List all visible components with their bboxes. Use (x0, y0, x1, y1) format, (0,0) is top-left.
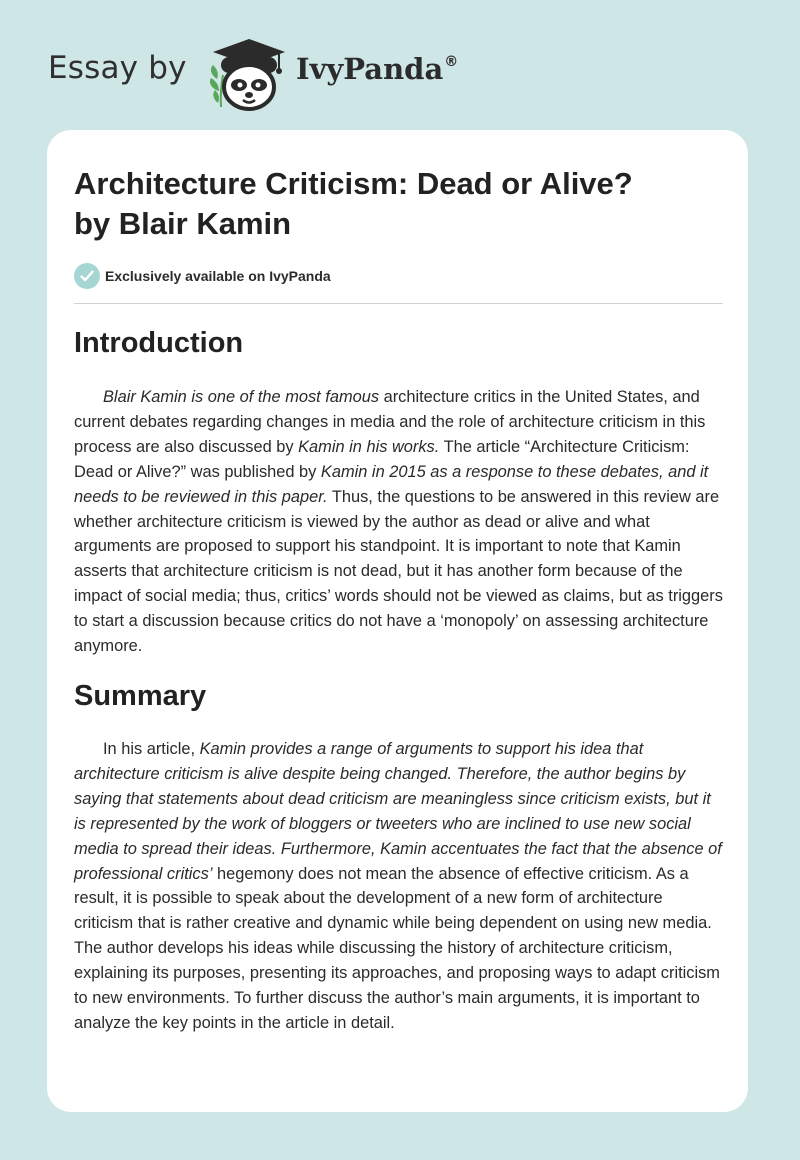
brand-text: IvyPanda (296, 52, 444, 86)
check-icon (74, 263, 100, 289)
introduction-paragraph (74, 385, 724, 659)
intro-run-italic: Blair Kamin is one of the most famous (103, 388, 380, 406)
intro-run: The article “Architecture Criticism: Dead or Alive?” was published by (74, 437, 690, 481)
exclusive-badge (74, 263, 331, 289)
summary-run: In his article, (103, 740, 200, 758)
badge-text: Exclusively available on IvyPanda (105, 268, 331, 284)
section-heading-introduction: Introduction (74, 327, 244, 359)
site-header (48, 30, 488, 110)
brand-name[interactable] (296, 52, 458, 86)
intro-run-italic: Kamin in 2015 as a response to these debates, and it needs to be reviewed in this paper. (74, 462, 709, 506)
summary-run-italic: Kamin provides a range of arguments to support his idea that architecture criticism is alive despite being changed. Therefore, the author begins by saying that statements about dead criticism are meaningless since criticism exists, but it is represented by the work of bloggers or tweeters who are inclined to use new social media to spread their ideas. Furthermore, Kamin accentuates the fact that the absence of professional critics’ (74, 740, 722, 883)
divider (74, 303, 723, 304)
title-line-2: by Blair Kamin (74, 206, 292, 241)
summary-run: hegemony does not mean the absence of effective criticism. As a result, it is possible to speak about the development of a new form of architecture criticism that is rather creative and dynamic while being dependent on using new media. The author develops his ideas while discussing the history of architecture criticism, explaining its purposes, presenting its approaches, and proposing ways to adapt criticism to new environments. To further discuss the author’s main arguments, it is important to analyze the key points in the article in detail. (74, 864, 720, 1032)
essay-card (47, 130, 748, 1112)
intro-run: Thus, the questions to be answered in this review are whether architecture criticism is viewed by the author as dead or alive and what arguments are proposed to support his standpoint. It is important to note that Kamin asserts that architecture criticism is not dead, but it has another form because of the impact of social media; thus, critics’ words should not be viewed as claims, but as triggers to start a discussion because critics do not have a ‘monopoly’ on assessing architecture anymore. (74, 487, 723, 656)
registered-mark: ® (444, 54, 459, 70)
intro-run: architecture critics in the United States, and current debates regarding changes in media and the role of architecture criticism in this process are also discussed by (74, 388, 706, 456)
summary-paragraph (74, 737, 724, 1036)
panda-logo-icon[interactable] (203, 35, 293, 113)
section-heading-summary: Summary (74, 680, 207, 712)
page-title (74, 164, 714, 244)
intro-run-italic: Kamin in his works. (298, 437, 440, 456)
essay-by-label: Essay by (48, 50, 187, 86)
title-line-1: Architecture Criticism: Dead or Alive? (74, 166, 633, 201)
